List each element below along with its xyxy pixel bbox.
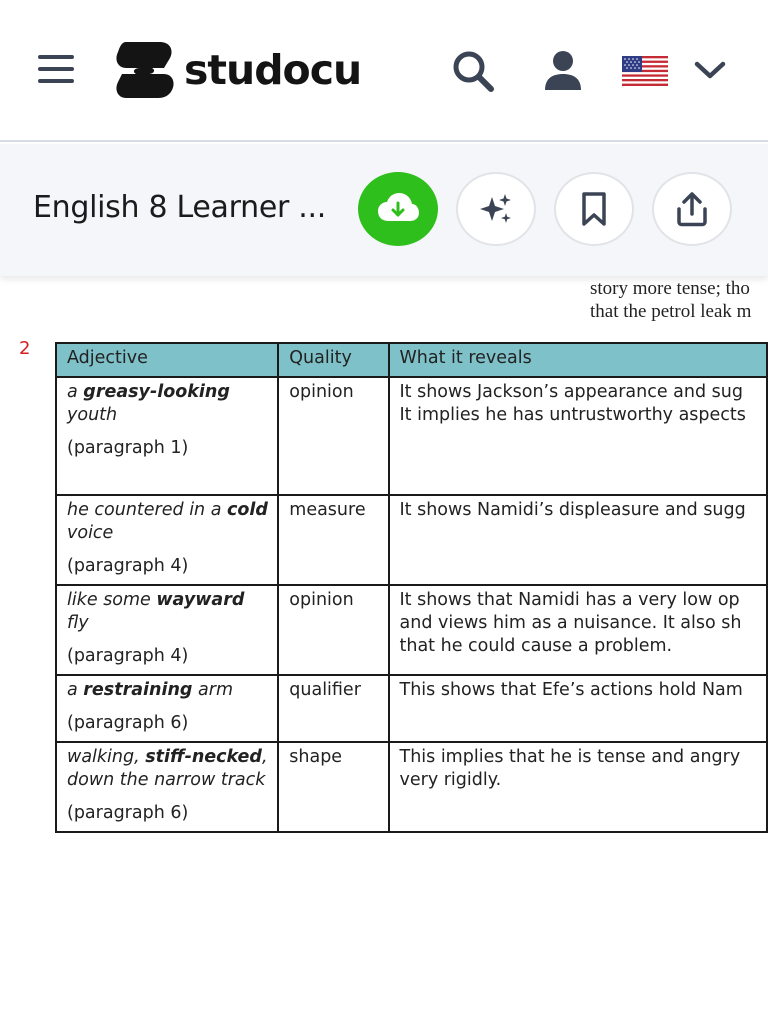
adjective-cell: [56, 675, 278, 742]
adjective-cell: [56, 377, 278, 495]
reveals-cell: It shows Jackson’s appearance and sug It implies he has untrustworthy aspects: [389, 377, 768, 495]
share-icon: [675, 191, 709, 227]
table-row: [56, 675, 767, 742]
user-icon[interactable]: [540, 48, 586, 94]
adjective-phrase: he countered in a cold voice: [67, 500, 268, 543]
us-flag-icon[interactable]: [622, 56, 668, 86]
cloud-download-icon: [376, 192, 420, 226]
top-navigation-bar: [0, 0, 768, 142]
adjective-cell: [56, 585, 278, 675]
table-row: [56, 742, 767, 832]
hamburger-menu-icon[interactable]: [38, 55, 76, 85]
reveals-cell: It shows Namidi’s displeasure and sugg: [389, 495, 768, 585]
quality-cell: opinion: [278, 585, 388, 675]
question-number: 2: [19, 338, 31, 359]
adjective-cell: [56, 495, 278, 585]
page-text-line: story more tense; tho: [590, 278, 750, 299]
document-title: English 8 Learner ...: [33, 190, 326, 225]
quality-cell: opinion: [278, 377, 388, 495]
download-button[interactable]: [358, 172, 438, 246]
studocu-logo-mark: [112, 40, 178, 100]
page-text-line: that the petrol leak m: [590, 301, 752, 322]
chevron-down-icon[interactable]: [692, 56, 728, 84]
table-header-row: [56, 343, 767, 377]
adjective-phrase: walking, stiff-necked, down the narrow track: [67, 747, 268, 790]
quality-cell: shape: [278, 742, 388, 832]
reveals-cell: This implies that he is tense and angry very rigidly.: [389, 742, 768, 832]
table-row: [56, 377, 767, 495]
share-button[interactable]: [652, 172, 732, 246]
studocu-logo[interactable]: [112, 40, 361, 100]
table-row: [56, 585, 767, 675]
sparkles-icon: [478, 191, 514, 227]
bookmark-button[interactable]: [554, 172, 634, 246]
paragraph-reference: (paragraph 4): [67, 646, 189, 666]
adjective-phrase: a greasy-looking youth: [67, 382, 230, 425]
table-row: [56, 495, 767, 585]
quality-cell: qualifier: [278, 675, 388, 742]
paragraph-reference: (paragraph 6): [67, 713, 189, 733]
paragraph-reference: (paragraph 6): [67, 803, 189, 823]
search-icon[interactable]: [450, 48, 496, 94]
column-header: What it reveals: [389, 343, 768, 377]
paragraph-reference: (paragraph 1): [67, 438, 189, 458]
quality-cell: measure: [278, 495, 388, 585]
reveals-cell: This shows that Efe’s actions hold Nam: [389, 675, 768, 742]
ai-assistant-button[interactable]: [456, 172, 536, 246]
column-header: Quality: [278, 343, 388, 377]
adjective-table: [55, 342, 768, 833]
bookmark-icon: [579, 191, 609, 227]
logo-text: studocu: [184, 45, 362, 94]
adjective-cell: [56, 742, 278, 832]
adjective-phrase: a restraining arm: [67, 680, 233, 700]
reveals-cell: It shows that Namidi has a very low op and views him as a nuisance. It also sh that he could cause a problem.: [389, 585, 768, 675]
column-header: Adjective: [56, 343, 278, 377]
adjective-phrase: like some wayward fly: [67, 590, 245, 633]
paragraph-reference: (paragraph 4): [67, 556, 189, 576]
